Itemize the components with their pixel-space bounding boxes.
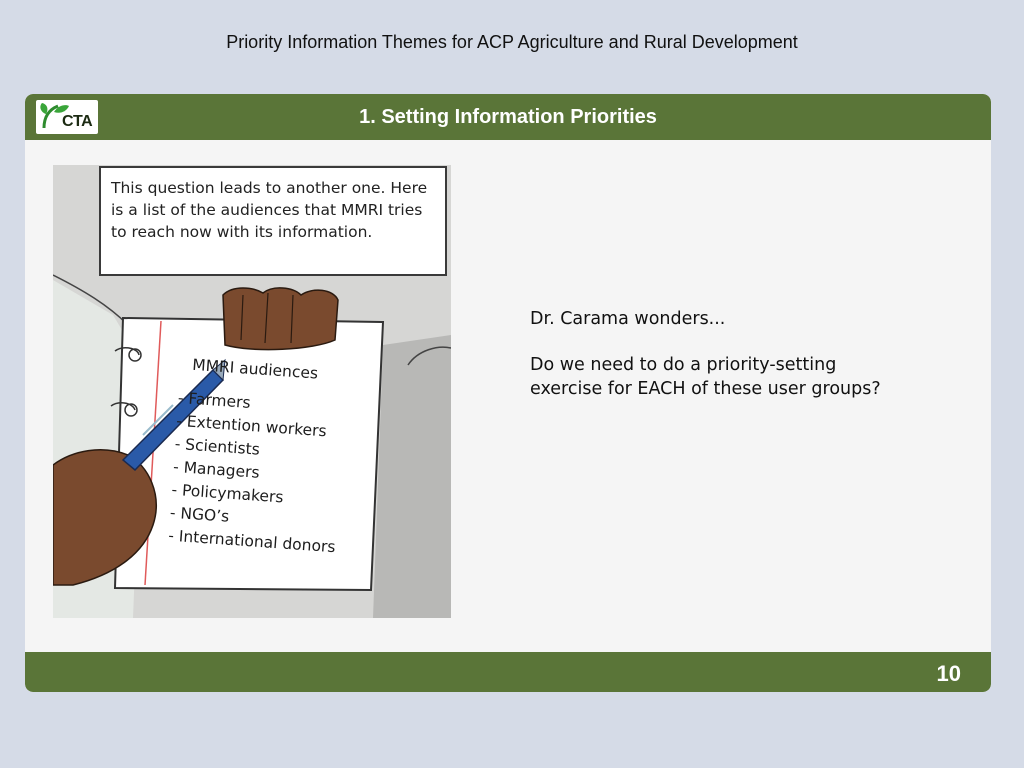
list-item: - Managers bbox=[172, 457, 261, 482]
document-title: Priority Information Themes for ACP Agriculture and Rural Development bbox=[226, 32, 798, 52]
body-text bbox=[530, 307, 910, 401]
list-item: - Scientists bbox=[174, 434, 261, 459]
list-item: - Extention workers bbox=[175, 411, 328, 441]
logo-text: CTA bbox=[62, 113, 93, 130]
speech-bubble: This question leads to another one. Here is a list of the audiences that MMRI tries to reach now with its information. bbox=[99, 166, 447, 276]
page-number: 10 bbox=[936, 661, 961, 686]
section-title: 1. Setting Information Priorities bbox=[359, 106, 657, 128]
list-item: - Farmers bbox=[177, 388, 252, 412]
comic-illustration bbox=[53, 165, 451, 618]
list-item: - Policymakers bbox=[170, 480, 285, 507]
slide-panel bbox=[25, 94, 991, 692]
audience-list-heading: MMRI audiences bbox=[191, 355, 319, 383]
audience-list bbox=[168, 355, 381, 561]
list-item: - NGO’s bbox=[169, 503, 230, 526]
body-line-2: Do we need to do a priority-setting exercise for EACH of these user groups? bbox=[530, 355, 881, 399]
footer-bar bbox=[25, 652, 991, 692]
list-item: - International donors bbox=[167, 526, 337, 557]
header-bar bbox=[25, 94, 991, 140]
body-line-1: Dr. Carama wonders... bbox=[530, 309, 726, 329]
